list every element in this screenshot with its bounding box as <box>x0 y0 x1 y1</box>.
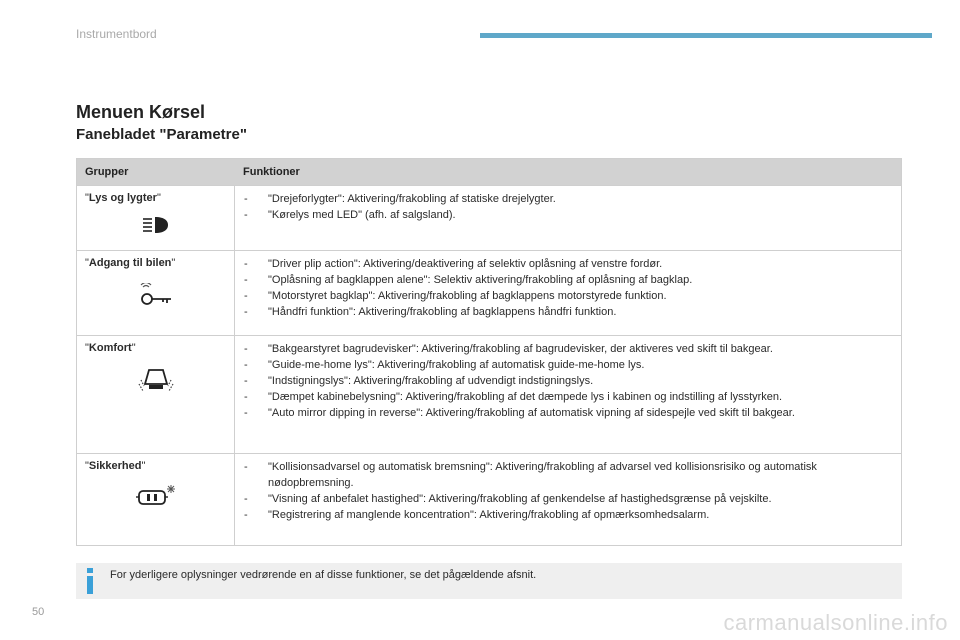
page-title: Menuen Kørsel <box>76 102 206 122</box>
page-number: 50 <box>32 606 45 618</box>
table-row <box>77 453 901 545</box>
section-label: Instrumentbord <box>76 27 157 41</box>
column-header-groups: Grupper <box>85 166 129 178</box>
list-item: - "Indstigningslys": Aktivering/frakobling af udvendigt indstigningslys. <box>244 373 893 389</box>
group-cell <box>77 186 235 250</box>
group-name: "Adgang til bilen" <box>85 257 176 269</box>
list-item: - "Registrering af manglende koncentration": Aktivering/frakobling af opmærksomhedsalarm. <box>244 507 893 523</box>
list-item: - "Oplåsning af bagklappen alene": Selektiv aktivering/frakobling af oplåsning af bagklap. <box>244 272 893 288</box>
list-item: - "Dæmpet kabinebelysning": Aktivering/frakobling af det dæmpede lys i kabinen og indstilling af lysstyrken. <box>244 389 893 405</box>
list-item: - "Håndfri funktion": Aktivering/frakobling af bagklappens håndfri funktion. <box>244 304 893 320</box>
group-name: "Sikkerhed" <box>85 460 146 472</box>
list-item: - "Driver plip action": Aktivering/deaktivering af selektiv oplåsning af venstre fordør. <box>244 256 893 272</box>
watermark: carmanualsonline.info <box>723 610 948 635</box>
group-cell <box>77 251 235 335</box>
list-item: - "Visning af anbefalet hastighed": Aktivering/frakobling af genkendelse af hastighedsgrænse på vejskilte. <box>244 491 893 507</box>
list-item: - "Bakgearstyret bagrudevisker": Aktivering/frakobling af bagrudevisker, der aktiveres ved skift til bakgear. <box>244 341 893 357</box>
info-icon <box>86 566 94 596</box>
car-safety-icon <box>136 484 176 510</box>
note-text: For yderligere oplysninger vedrørende en af disse funktioner, se det pågældende afsnit. <box>110 569 537 581</box>
list-item: - "Auto mirror dipping in reverse": Aktivering/frakobling af automatisk vipning af sidespejle ved skift til bakgear. <box>244 405 893 421</box>
table-row <box>77 185 901 250</box>
functions-cell <box>235 186 901 250</box>
table-header <box>77 159 901 185</box>
column-header-functions: Funktioner <box>243 166 300 178</box>
headlight-icon <box>141 214 171 236</box>
info-note <box>76 563 902 599</box>
table-row <box>77 335 901 453</box>
list-item: - "Motorstyret bagklap": Aktivering/frakobling af bagklappens motorstyrede funktion. <box>244 288 893 304</box>
functions-cell <box>235 336 901 453</box>
functions-cell <box>235 251 901 335</box>
header-accent-bar <box>480 33 932 38</box>
table-row <box>77 250 901 335</box>
page-subtitle: Fanebladet "Parametre" <box>76 126 247 143</box>
group-cell <box>77 336 235 453</box>
list-item: - "Drejeforlygter": Aktivering/frakobling af statiske drejelygter. <box>244 191 893 207</box>
group-name: "Lys og lygter" <box>85 192 161 204</box>
group-name: "Komfort" <box>85 342 136 354</box>
functions-table <box>76 158 902 546</box>
list-item: - "Guide-me-home lys": Aktivering/frakobling af automatisk guide-me-home lys. <box>244 357 893 373</box>
list-item: - "Kollisionsadvarsel og automatisk bremsning": Aktivering/frakobling af advarsel ved kollisionsrisiko og automatisk nødopbremsning. <box>244 459 893 491</box>
remote-key-icon <box>139 283 173 309</box>
list-item: - "Kørelys med LED" (afh. af salgsland). <box>244 207 893 223</box>
functions-cell <box>235 454 901 545</box>
group-cell <box>77 454 235 545</box>
cabin-light-icon <box>138 366 174 394</box>
